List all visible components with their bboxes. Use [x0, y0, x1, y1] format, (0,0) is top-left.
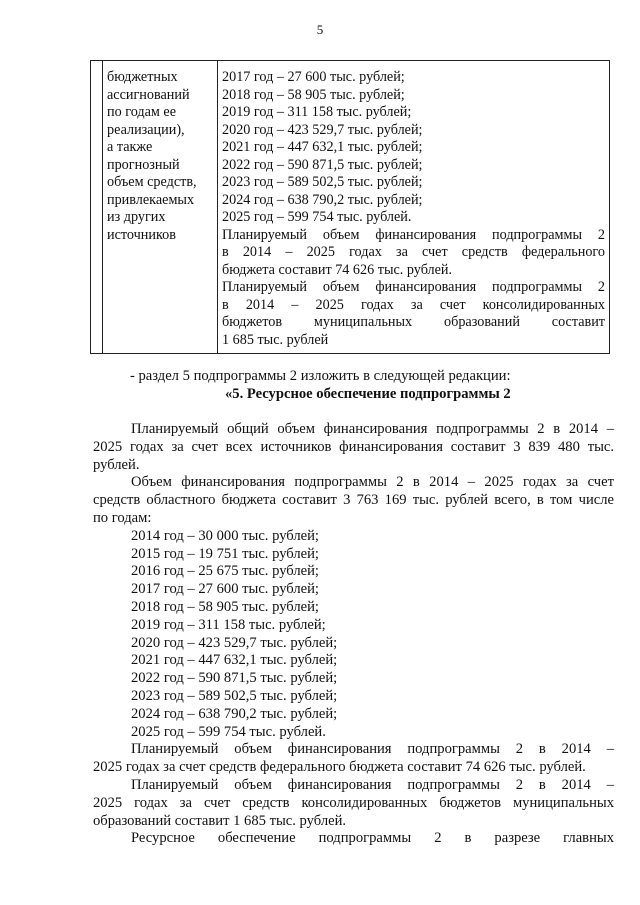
year-line: 2019 год – 311 158 тыс. рублей; [222, 104, 412, 120]
page-number: 5 [316, 22, 324, 37]
label-line: а также [107, 139, 153, 155]
label-line: источников [107, 226, 176, 243]
table-row [91, 61, 610, 354]
year-line: 2025 год – 599 754 тыс. рублей. [222, 209, 412, 225]
paragraph-line: Планируемый объем финансирования подпрограммы 2 в 2014 – [131, 741, 614, 758]
year-line: 2020 год – 423 529,7 тыс. рублей; [222, 121, 423, 138]
label-line: объем средств, [107, 174, 197, 190]
year-line: 2024 год – 638 790,2 тыс. рублей; [222, 191, 423, 208]
paragraph-line: 2025 годах за счет средств федерального бюджета составит 74 626 тыс. рублей. [93, 759, 586, 776]
label-line: из других [107, 209, 166, 225]
section-title: «5. Ресурсное обеспечение подпрограммы 2 [225, 386, 511, 402]
funding-table [90, 60, 610, 354]
year-line: 2022 год – 590 871,5 тыс. рублей; [222, 156, 423, 173]
label-line: прогнозный [107, 156, 180, 173]
municipal-line: Планируемый объем финансирования подпрограммы 2 [222, 279, 605, 295]
table-cell-values [218, 61, 610, 354]
paragraph-line: Планируемый объем финансирования подпрограммы 2 в 2014 – [131, 776, 614, 793]
paragraph-line: Ресурсное обеспечение подпрограммы 2 в разрезе главных [131, 830, 614, 847]
year-item: 2024 год – 638 790,2 тыс. рублей; [131, 705, 338, 722]
year-item: 2020 год – 423 529,7 тыс. рублей; [131, 634, 338, 651]
municipal-line: 1 685 тыс. рублей [222, 331, 329, 348]
federal-line: бюджета составит 74 626 тыс. рублей. [222, 261, 453, 278]
instruction-line: - раздел 5 подпрограммы 2 изложить в следующей редакции: [130, 368, 511, 384]
year-item: 2023 год – 589 502,5 тыс. рублей; [131, 687, 338, 704]
year-line: 2018 год – 58 905 тыс. рублей; [222, 86, 405, 103]
table-cell-label [103, 61, 218, 354]
municipal-line: в 2014 – 2025 годах за счет консолидированных [222, 296, 605, 313]
paragraph-line: по годам: [93, 509, 152, 526]
label-line: реализации), [107, 121, 185, 138]
label-line: ассигнований [107, 86, 190, 103]
year-item: 2022 год – 590 871,5 тыс. рублей; [131, 670, 338, 687]
municipal-line: бюджетов муниципальных образований составит [222, 314, 605, 330]
federal-line: Планируемый объем финансирования подпрограммы 2 [222, 226, 605, 243]
paragraph-line: рублей. [93, 456, 140, 473]
year-item: 2025 год – 599 754 тыс. рублей. [131, 723, 326, 740]
year-item: 2017 год – 27 600 тыс. рублей; [131, 581, 319, 598]
paragraph-line: образований составит 1 685 тыс. рублей. [93, 812, 347, 829]
year-line: 2023 год – 589 502,5 тыс. рублей; [222, 174, 423, 190]
label-line: по годам ее [107, 104, 177, 120]
year-item: 2021 год – 447 632,1 тыс. рублей; [131, 652, 338, 669]
year-item: 2016 год – 25 675 тыс. рублей; [131, 563, 319, 580]
year-item: 2014 год – 30 000 тыс. рублей; [131, 527, 319, 544]
label-line: привлекаемых [107, 191, 195, 208]
paragraph-line: 2025 годах за счет средств консолидированных бюджетов муниципальных [93, 794, 614, 811]
year-item: 2015 год – 19 751 тыс. рублей; [131, 545, 319, 562]
paragraph-line: Планируемый общий объем финансирования подпрограммы 2 в 2014 – [131, 421, 614, 437]
label-line: бюджетных [107, 69, 178, 85]
paragraph-line: 2025 годах за счет всех источников финансирования составит 3 839 480 тыс. [93, 438, 614, 455]
paragraph-line: Объем финансирования подпрограммы 2 в 2014 – 2025 годах за счет [131, 474, 614, 491]
year-item: 2018 год – 58 905 тыс. рублей; [131, 598, 319, 615]
year-line: 2017 год – 27 600 тыс. рублей; [222, 69, 405, 85]
federal-line: в 2014 – 2025 годах за счет средств федерального [222, 244, 605, 260]
paragraph-line: средств областного бюджета составит 3 763 169 тыс. рублей всего, в том числе [93, 492, 614, 509]
year-item: 2019 год – 311 158 тыс. рублей; [131, 616, 326, 633]
year-line: 2021 год – 447 632,1 тыс. рублей; [222, 139, 423, 155]
table-cell-empty [91, 61, 103, 354]
